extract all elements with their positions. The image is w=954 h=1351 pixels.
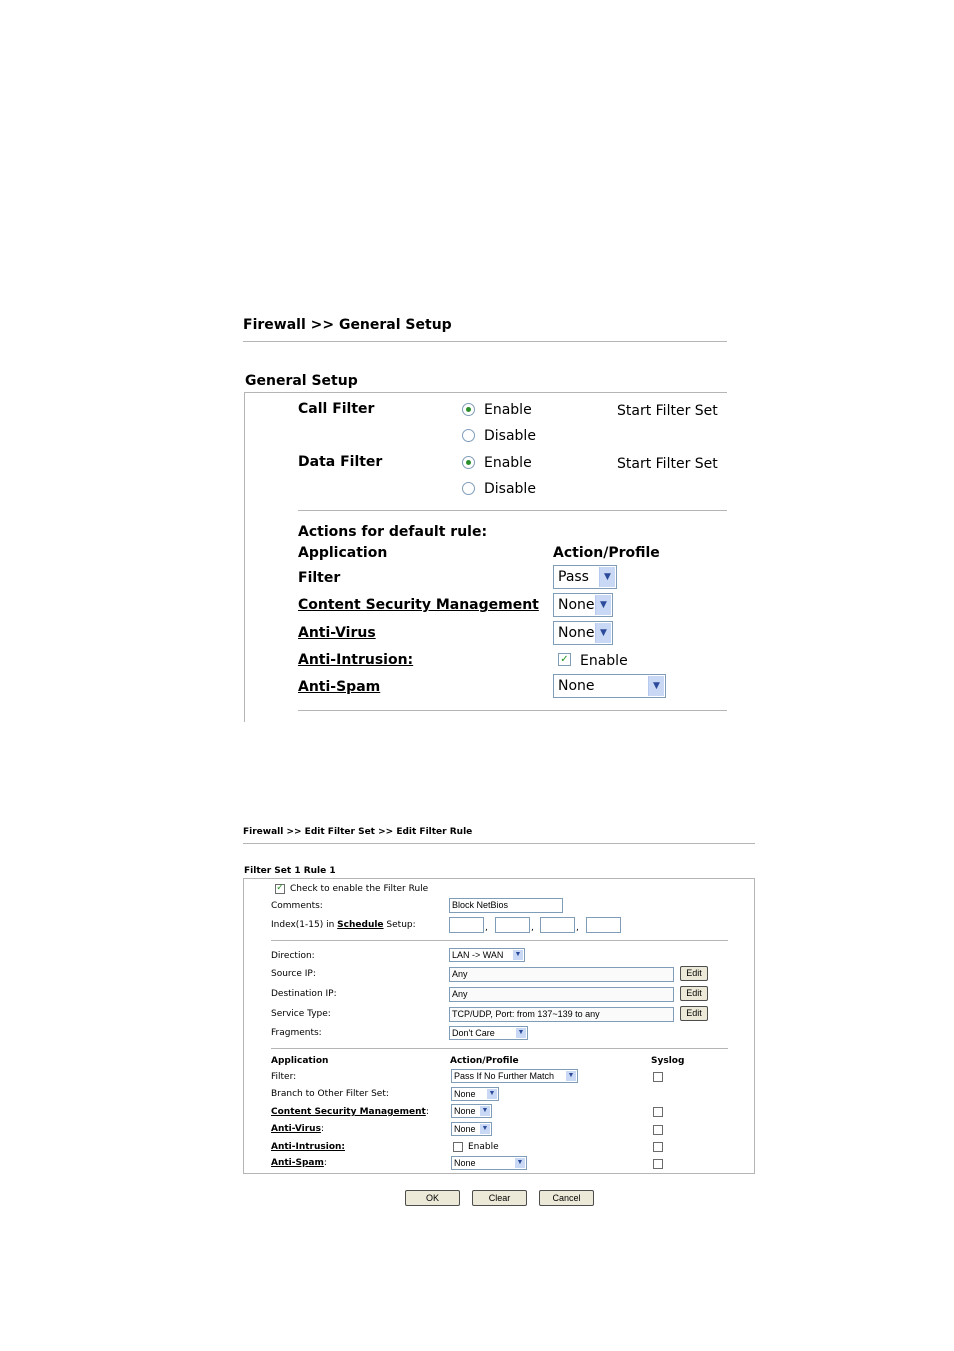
direction-label: Direction: (271, 951, 315, 961)
breadcrumb: Firewall >> General Setup (243, 317, 452, 333)
chevron-down-icon: ▼ (595, 595, 611, 615)
csm-select[interactable] (553, 593, 613, 617)
fragments-select-value: Don't Care (452, 1028, 495, 1038)
section-top-border (244, 392, 727, 393)
separator: , (531, 923, 534, 933)
call-filter-label: Call Filter (298, 401, 375, 417)
call-filter-disable-label: Disable (484, 428, 536, 444)
destination-ip-edit-button[interactable]: Edit (680, 986, 708, 1001)
direction-select-value: LAN -> WAN (452, 950, 504, 960)
chevron-down-icon: ▼ (488, 1090, 496, 1097)
schedule-index-input-2[interactable] (495, 917, 530, 933)
chevron-down-icon: ▼ (481, 1107, 489, 1114)
breadcrumb: Firewall >> Edit Filter Set >> Edit Filter Rule (243, 827, 473, 837)
chevron-down-icon: ▼ (514, 951, 522, 958)
anti-spam-select[interactable] (553, 674, 666, 698)
call-filter-disable-radio[interactable] (462, 429, 475, 442)
chevron-down-icon: ▼ (595, 623, 611, 643)
anti-virus-link[interactable]: Anti-Virus (298, 625, 376, 641)
csm-colon: : (425, 1107, 429, 1117)
column-header-action-profile: Action/Profile (450, 1056, 519, 1066)
service-type-label: Service Type: (271, 1009, 331, 1019)
filter-select[interactable] (451, 1069, 578, 1083)
anti-spam-select-value: None (558, 678, 595, 694)
anti-spam-link[interactable]: Anti-Spam (271, 1158, 324, 1168)
data-filter-enable-label: Enable (484, 455, 532, 471)
source-ip-label: Source IP: (271, 969, 316, 979)
anti-virus-select[interactable] (553, 621, 613, 645)
filter-select-value: Pass (558, 569, 589, 585)
csm-select-value: None (558, 597, 595, 613)
csm-row-label (271, 1107, 429, 1117)
data-filter-enable-radio[interactable] (462, 456, 475, 469)
call-filter-enable-label: Enable (484, 402, 532, 418)
column-header-application: Application (298, 545, 388, 561)
index-label-suffix: Setup: (386, 920, 416, 930)
divider (298, 510, 727, 511)
anti-spam-select-value: None (454, 1158, 476, 1168)
column-header-action-profile: Action/Profile (553, 545, 660, 561)
actions-heading: Actions for default rule: (298, 524, 488, 540)
chevron-down-icon: ▼ (517, 1029, 525, 1036)
comments-label: Comments: (271, 901, 323, 911)
filter-label: Filter: (271, 1072, 297, 1082)
branch-label: Branch to Other Filter Set: (271, 1089, 389, 1099)
divider (243, 843, 755, 844)
clear-button[interactable]: Clear (472, 1190, 527, 1206)
anti-spam-select[interactable] (451, 1156, 527, 1170)
filter-select[interactable] (553, 565, 617, 589)
data-filter-disable-label: Disable (484, 481, 536, 497)
anti-intrusion-enable-checkbox[interactable] (453, 1142, 463, 1152)
anti-intrusion-link[interactable]: Anti-Intrusion: (271, 1142, 346, 1152)
filter-label: Filter (298, 570, 341, 586)
branch-select[interactable] (451, 1087, 499, 1101)
chevron-down-icon: ▼ (516, 1159, 524, 1166)
schedule-index-input-4[interactable] (586, 917, 621, 933)
csm-select[interactable] (451, 1104, 492, 1118)
anti-intrusion-enable-label: Enable (468, 1142, 499, 1152)
csm-select-value: None (454, 1106, 476, 1116)
anti-intrusion-syslog-checkbox[interactable] (653, 1142, 663, 1152)
source-ip-edit-button[interactable]: Edit (680, 966, 708, 981)
enable-rule-checkbox[interactable] (275, 884, 285, 894)
fragments-select[interactable] (449, 1026, 528, 1040)
anti-virus-select-value: None (558, 625, 595, 641)
content-security-management-link[interactable]: Content Security Management (271, 1107, 426, 1117)
fragments-label: Fragments: (271, 1028, 322, 1038)
destination-ip-label: Destination IP: (271, 989, 337, 999)
data-filter-start-filter-set-label: Start Filter Set (617, 456, 718, 472)
check-icon: ✓ (276, 883, 284, 893)
destination-ip-field: Any (449, 987, 674, 1002)
anti-virus-select[interactable] (451, 1122, 492, 1136)
enable-rule-label: Check to enable the Filter Rule (290, 884, 429, 894)
chevron-down-icon: ▼ (481, 1125, 489, 1132)
branch-select-value: None (454, 1089, 476, 1099)
anti-virus-row-label (271, 1124, 324, 1134)
anti-spam-row-label (271, 1158, 327, 1168)
call-filter-enable-radio[interactable] (462, 403, 475, 416)
anti-virus-syslog-checkbox[interactable] (653, 1125, 663, 1135)
anti-intrusion-enable-label: Enable (580, 653, 628, 669)
cancel-button[interactable]: Cancel (539, 1190, 594, 1206)
divider (271, 1048, 728, 1049)
schedule-link[interactable]: Schedule (337, 920, 384, 930)
comments-input[interactable]: Block NetBios (449, 898, 563, 913)
call-filter-start-filter-set-label: Start Filter Set (617, 403, 718, 419)
anti-spam-colon: : (323, 1158, 327, 1168)
data-filter-disable-radio[interactable] (462, 482, 475, 495)
chevron-down-icon: ▼ (567, 1072, 575, 1079)
filter-syslog-checkbox[interactable] (653, 1072, 663, 1082)
column-header-syslog: Syslog (651, 1056, 685, 1066)
index-label (271, 920, 416, 930)
chevron-down-icon: ▼ (648, 676, 664, 696)
schedule-index-input-3[interactable] (540, 917, 575, 933)
anti-virus-select-value: None (454, 1124, 476, 1134)
anti-spam-link[interactable]: Anti-Spam (298, 679, 381, 695)
section-title: General Setup (245, 373, 358, 389)
index-label-prefix: Index(1-15) in (271, 920, 335, 930)
source-ip-field: Any (449, 967, 674, 982)
separator: , (485, 923, 488, 933)
ok-button[interactable]: OK (405, 1190, 460, 1206)
divider (271, 940, 728, 941)
section-left-border (244, 392, 245, 722)
csm-syslog-checkbox[interactable] (653, 1107, 663, 1117)
data-filter-label: Data Filter (298, 454, 383, 470)
anti-spam-syslog-checkbox[interactable] (653, 1159, 663, 1169)
direction-select[interactable] (449, 948, 525, 962)
service-type-edit-button[interactable]: Edit (680, 1006, 708, 1021)
anti-virus-colon: : (320, 1124, 324, 1134)
anti-virus-link[interactable]: Anti-Virus (271, 1124, 321, 1134)
section-title: Filter Set 1 Rule 1 (244, 866, 336, 876)
divider (243, 341, 727, 342)
column-header-application: Application (271, 1056, 329, 1066)
content-security-management-link[interactable]: Content Security Management (298, 597, 539, 613)
divider (298, 710, 727, 711)
anti-intrusion-link[interactable]: Anti-Intrusion: (298, 652, 414, 668)
filter-select-value: Pass If No Further Match (454, 1071, 555, 1081)
anti-intrusion-enable-checkbox[interactable]: ✓ (558, 653, 571, 666)
chevron-down-icon: ▼ (599, 567, 615, 587)
separator: , (576, 923, 579, 933)
service-type-field: TCP/UDP, Port: from 137~139 to any (449, 1007, 674, 1022)
schedule-index-input-1[interactable] (449, 917, 484, 933)
